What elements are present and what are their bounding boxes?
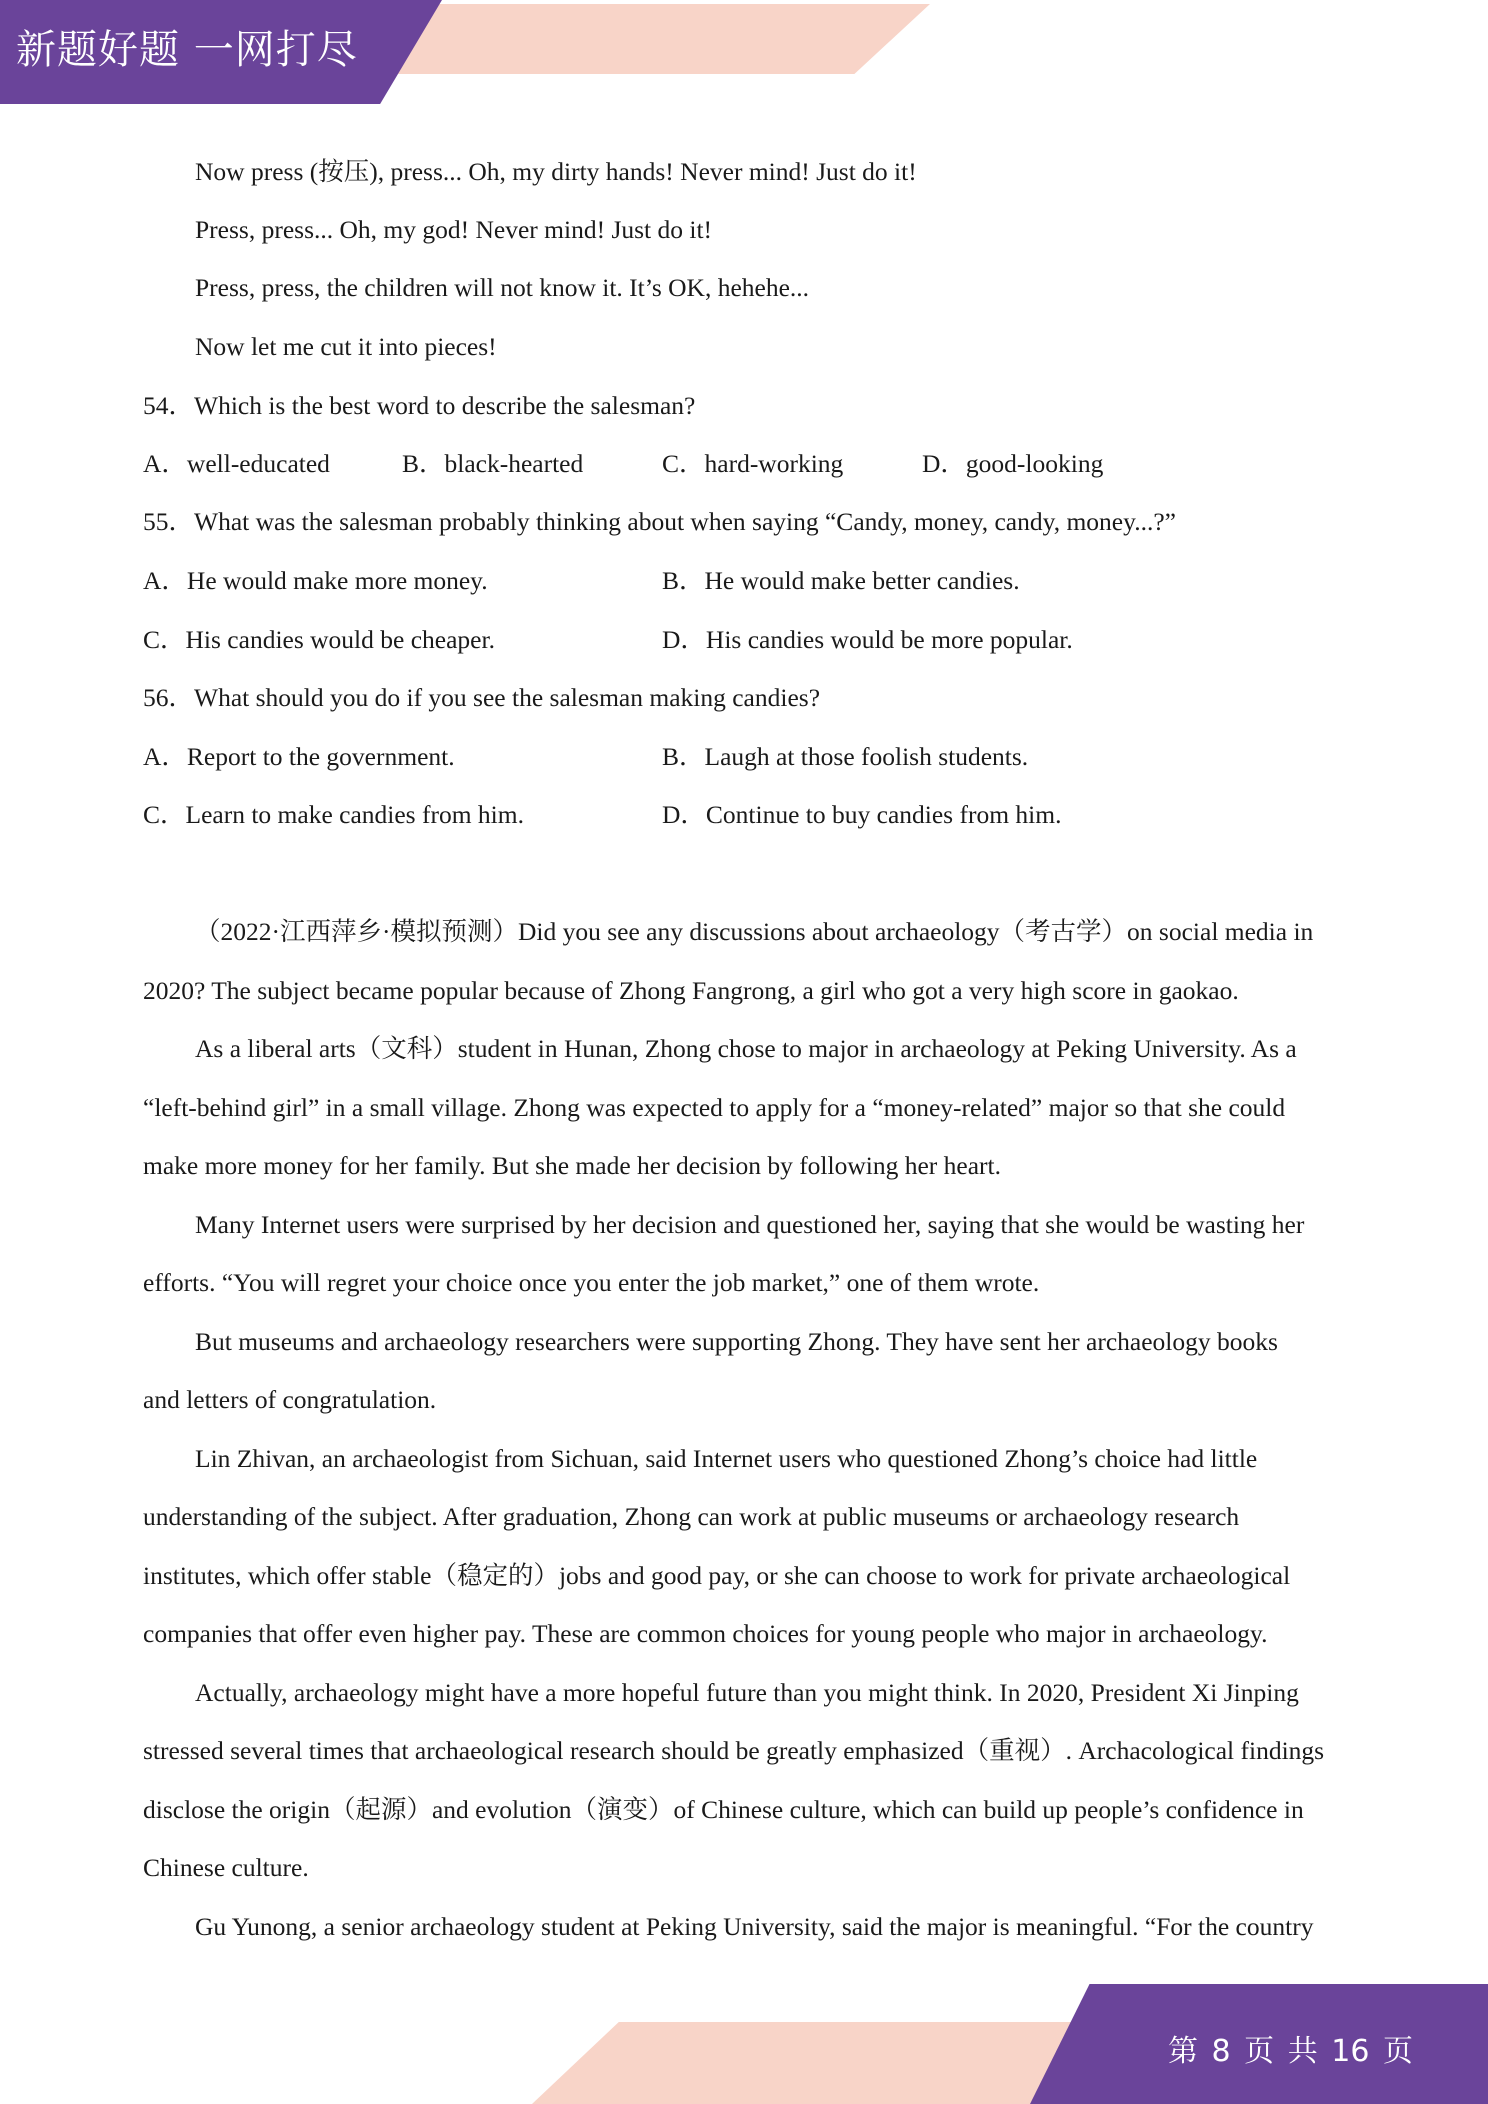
dialogue-line: Press, press... Oh, my god! Never mind! Just do it!: [195, 215, 713, 244]
question-55-option-d[interactable]: D．His candies would be more popular.: [662, 625, 1073, 654]
passage-line: efforts. “You will regret your choice once you enter the job market,” one of them wrote.: [143, 1268, 1040, 1297]
passage-line: and letters of congratulation.: [143, 1385, 437, 1414]
passage-line: Many Internet users were surprised by her decision and questioned her, saying that she would be wasting her: [195, 1210, 1305, 1239]
dialogue-line: Now let me cut it into pieces!: [195, 332, 497, 361]
question-56-stem: 56．What should you do if you see the salesman making candies?: [143, 683, 821, 712]
question-54-option-d[interactable]: D．good-looking: [922, 449, 1104, 478]
question-54-option-c[interactable]: C．hard-working: [662, 449, 844, 478]
passage-line: Lin Zhivan, an archaeologist from Sichuan, said Internet users who questioned Zhong’s choice had little: [195, 1444, 1258, 1473]
header-title: 新题好题 一网打尽: [16, 27, 358, 73]
passage-line: Chinese culture.: [143, 1853, 309, 1882]
passage-line: （2022·江西萍乡·模拟预测）Did you see any discussions about archaeology（考古学）on social media in: [195, 917, 1314, 946]
question-54-stem: 54．Which is the best word to describe the salesman?: [143, 391, 696, 420]
passage-line: Gu Yunong, a senior archaeology student at Peking University, said the major is meaningful. “For the country: [195, 1912, 1314, 1941]
question-55-option-c[interactable]: C．His candies would be cheaper.: [143, 625, 495, 654]
passage-line: But museums and archaeology researchers were supporting Zhong. They have sent her archaeology books: [195, 1327, 1278, 1356]
question-55-option-a[interactable]: A．He would make more money.: [143, 566, 488, 595]
passage-line: As a liberal arts（文科）student in Hunan, Zhong chose to major in archaeology at Peking University. As a: [195, 1034, 1297, 1063]
dialogue-line: Press, press, the children will not know it. It’s OK, hehehe...: [195, 273, 810, 302]
question-55-stem: 55．What was the salesman probably thinking about when saying “Candy, money, candy, money...?”: [143, 507, 1176, 536]
question-56-option-a[interactable]: A．Report to the government.: [143, 742, 455, 771]
passage-line: companies that offer even higher pay. These are common choices for young people who major in archaeology.: [143, 1619, 1268, 1648]
question-56-option-c[interactable]: C．Learn to make candies from him.: [143, 800, 524, 829]
question-54-option-a[interactable]: A．well-educated: [143, 449, 330, 478]
question-56-option-d[interactable]: D．Continue to buy candies from him.: [662, 800, 1062, 829]
passage-line: disclose the origin（起源）and evolution（演变）of Chinese culture, which can build up people’s confidence in: [143, 1795, 1304, 1824]
question-56-option-b[interactable]: B．Laugh at those foolish students.: [662, 742, 1029, 771]
passage-line: make more money for her family. But she made her decision by following her heart.: [143, 1151, 1001, 1180]
page-number: 第 8 页 共 16 页: [1168, 2034, 1413, 2069]
passage-line: 2020? The subject became popular because of Zhong Fangrong, a girl who got a very high score in gaokao.: [143, 976, 1239, 1005]
question-55-option-b[interactable]: B．He would make better candies.: [662, 566, 1020, 595]
passage-line: institutes, which offer stable（稳定的）jobs and good pay, or she can choose to work for private archaeological: [143, 1561, 1291, 1590]
passage-line: Actually, archaeology might have a more hopeful future than you might think. In 2020, President Xi Jinping: [195, 1678, 1299, 1707]
question-54-option-b[interactable]: B．black-hearted: [402, 449, 584, 478]
passage-line: understanding of the subject. After graduation, Zhong can work at public museums or archaeology research: [143, 1502, 1240, 1531]
dialogue-line: Now press (按压), press... Oh, my dirty hands! Never mind! Just do it!: [195, 157, 917, 186]
passage-line: “left-behind girl” in a small village. Zhong was expected to apply for a “money-related” major so that she could: [143, 1093, 1286, 1122]
passage-line: stressed several times that archaeological research should be greatly emphasized（重视）. Archacological findings: [143, 1736, 1325, 1765]
